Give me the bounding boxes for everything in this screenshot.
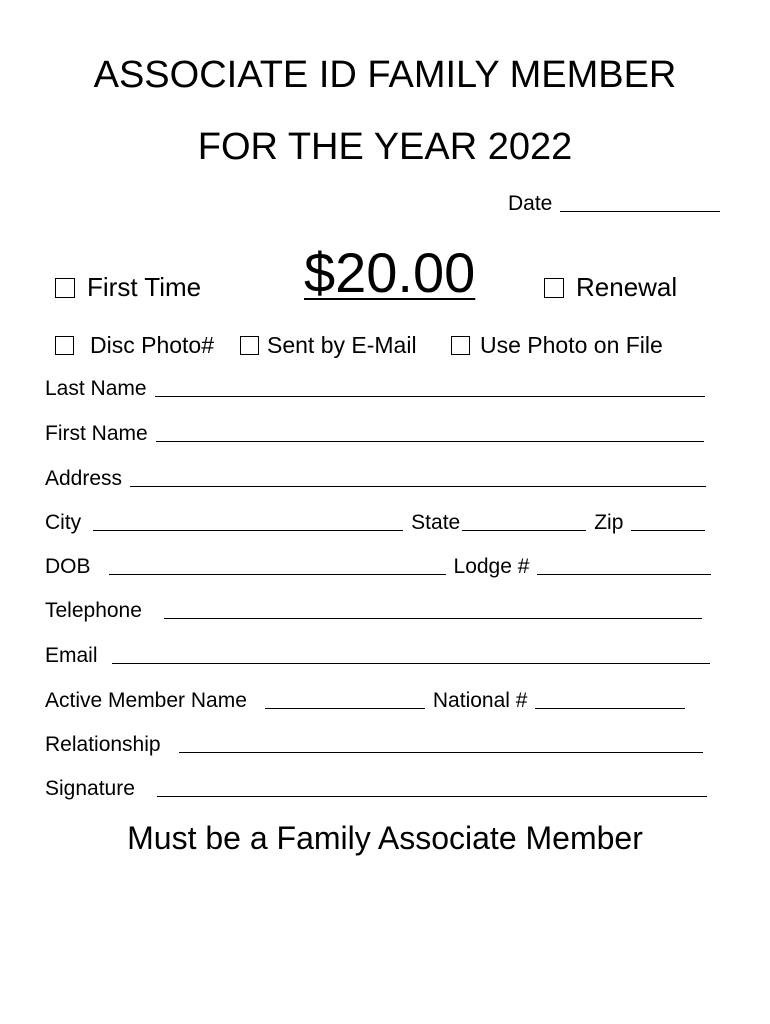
renewal-checkbox[interactable] (544, 278, 564, 298)
disc-photo-label: Disc Photo# (90, 332, 215, 358)
date-field[interactable] (508, 192, 720, 216)
use-photo-label: Use Photo on File (480, 332, 663, 358)
relationship-field[interactable] (45, 733, 703, 757)
last-name-field[interactable] (45, 377, 705, 401)
state-label: State (411, 511, 461, 534)
renewal-label: Renewal (576, 272, 678, 302)
address-field[interactable] (45, 467, 706, 491)
renewal-option[interactable] (544, 272, 677, 303)
relationship-blank[interactable] (179, 751, 703, 753)
dob-blank[interactable] (109, 573, 446, 575)
city-blank[interactable] (93, 529, 403, 531)
signature-label: Signature (45, 777, 135, 800)
address-label: Address (45, 467, 123, 490)
sent-email-option[interactable] (240, 332, 417, 359)
email-field[interactable] (45, 644, 710, 668)
date-blank[interactable] (560, 210, 720, 212)
footer-note: Must be a Family Associate Member (127, 820, 643, 856)
disc-photo-checkbox[interactable] (55, 336, 74, 355)
first-time-label: First Time (87, 272, 202, 302)
sent-email-checkbox[interactable] (240, 336, 259, 355)
first-name-field[interactable] (45, 422, 704, 446)
first-time-option[interactable] (55, 272, 201, 303)
email-blank[interactable] (112, 662, 710, 664)
sent-email-label: Sent by E-Mail (267, 332, 417, 358)
active-member-label: Active Member Name (45, 689, 247, 712)
national-blank[interactable] (535, 707, 685, 709)
address-blank[interactable] (130, 485, 706, 487)
date-label: Date (508, 192, 553, 215)
disc-photo-option[interactable] (55, 332, 214, 359)
lodge-blank[interactable] (537, 573, 711, 575)
state-blank[interactable] (462, 529, 586, 531)
city-label: City (45, 511, 82, 534)
use-photo-checkbox[interactable] (451, 336, 470, 355)
signature-field[interactable] (45, 777, 707, 801)
dob-lodge-row (45, 555, 711, 579)
first-name-blank[interactable] (156, 440, 704, 442)
last-name-blank[interactable] (155, 395, 705, 397)
lodge-label: Lodge # (453, 555, 530, 578)
form-title-line-2: FOR THE YEAR 2022 (197, 126, 573, 168)
dob-label: DOB (45, 555, 91, 578)
form-title-line-1: ASSOCIATE ID FAMILY MEMBER (93, 54, 677, 96)
active-member-blank[interactable] (265, 707, 425, 709)
national-label: National # (432, 689, 528, 712)
telephone-blank[interactable] (164, 617, 702, 619)
telephone-field[interactable] (45, 599, 702, 623)
first-name-label: First Name (45, 422, 148, 445)
telephone-label: Telephone (45, 599, 142, 622)
use-photo-option[interactable] (451, 332, 663, 359)
first-time-checkbox[interactable] (55, 278, 75, 298)
zip-label: Zip (594, 511, 624, 534)
active-member-national-row (45, 689, 685, 713)
email-label: Email (45, 644, 98, 667)
last-name-label: Last Name (45, 377, 147, 400)
price: $20.00 (304, 241, 476, 304)
signature-blank[interactable] (157, 795, 707, 797)
zip-blank[interactable] (631, 529, 705, 531)
city-state-zip-row (45, 511, 705, 535)
relationship-label: Relationship (45, 733, 161, 756)
